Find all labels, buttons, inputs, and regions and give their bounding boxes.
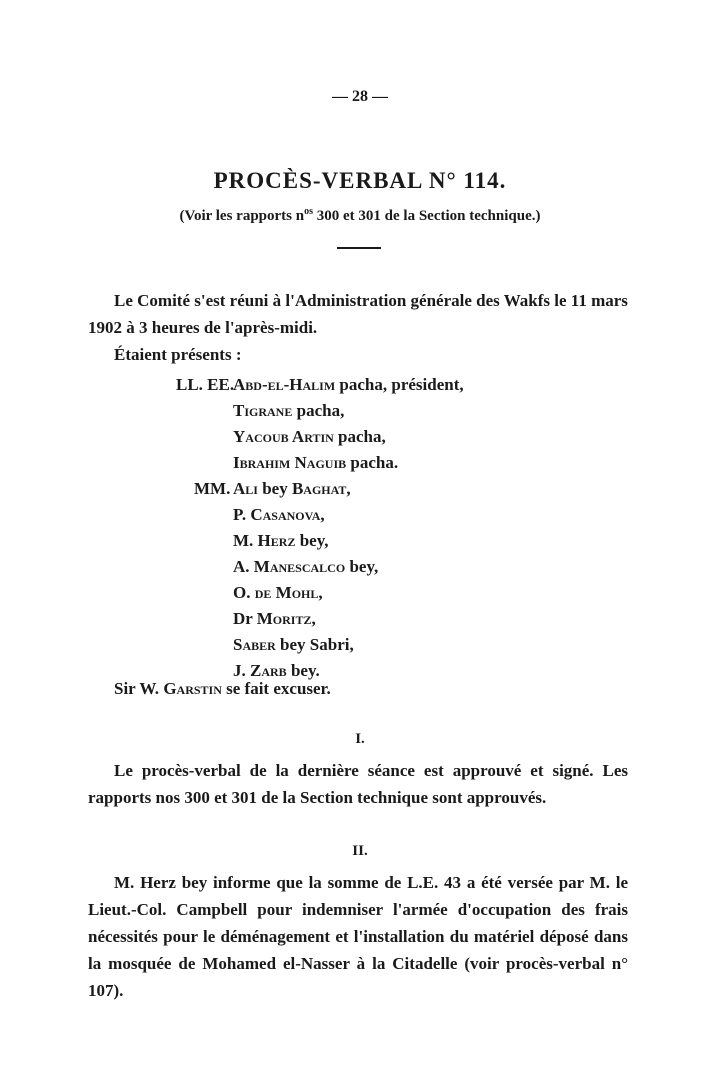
member-prefix: P.: [233, 505, 251, 524]
intro-paragraph: [88, 287, 628, 368]
page-number: — 28 —: [332, 88, 388, 105]
member-prefix: Dr: [233, 609, 257, 628]
subtitle-sup: os: [304, 206, 313, 217]
member-name: Herz: [257, 531, 296, 550]
member-title: pacha.: [346, 453, 399, 472]
member-name: Casanova: [250, 505, 321, 524]
member-title: ,: [311, 609, 316, 628]
section-numeral: I.: [355, 731, 365, 747]
member-prefix: O.: [233, 583, 255, 602]
excused-rest: se fait excuser.: [221, 679, 331, 698]
section-text: Le procès-verbal de la dernière séance est approuvé et signé. Les rapports nos 300 et 301 de la Section technique sont approuvés.: [88, 761, 628, 807]
mm-label: MM.: [194, 479, 231, 498]
member-title: pacha,: [333, 427, 386, 446]
member-name: Abd-el-Halim: [233, 375, 336, 394]
ll-ee-member: [233, 375, 464, 395]
mm-member: [233, 609, 316, 629]
excused-prefix: Sir W.: [114, 679, 164, 698]
member-mid: bey: [257, 479, 292, 498]
present-label: Étaient présents :: [114, 345, 242, 364]
member-name: Moritz: [256, 609, 312, 628]
member-name: Yacoub Artin: [233, 427, 334, 446]
mm-member: [233, 479, 351, 499]
member-title: ,: [318, 583, 323, 602]
excused-name: Garstin: [163, 679, 222, 698]
member-name: Baghat: [291, 479, 347, 498]
ll-ee-member: [233, 401, 344, 421]
ll-ee-member: [233, 427, 386, 447]
member-title: pacha,: [292, 401, 345, 420]
member-name: Ibrahim Naguib: [233, 453, 347, 472]
title-divider: [337, 247, 381, 249]
section-numeral: II.: [352, 843, 368, 859]
section-text: M. Herz bey informe que la somme de L.E. 43 a été versée par M. le Lieut.-Col. Campbell pour indemniser l'armée d'occupation des frais nécessités pour le déménagement et l'installation du matériel déposé dans la mosquée de Mohamed el-Nasser à la Citadelle (voir procès-verbal n° 107).: [88, 873, 628, 1000]
member-title: bey,: [345, 557, 379, 576]
member-title: pacha, président,: [335, 375, 464, 394]
subtitle: [0, 206, 720, 225]
intro-line-2: 1902 à 3 heures de l'après-midi.: [88, 318, 318, 337]
section-paragraph: [88, 869, 628, 1004]
mm-member: [233, 635, 354, 655]
ll-ee-member: [233, 453, 398, 473]
member-title: bey.: [286, 661, 320, 680]
member-prefix: J.: [233, 661, 250, 680]
member-title: bey Sabri,: [275, 635, 354, 654]
member-title: ,: [346, 479, 351, 498]
section-paragraph: [88, 757, 628, 811]
member-name: Tigrane: [233, 401, 293, 420]
member-name: Manescalco: [253, 557, 346, 576]
mm-member: [233, 583, 323, 603]
intro-line-1: Le Comité s'est réuni à l'Administration générale des Wakfs le 11 mars: [114, 291, 628, 310]
mm-member: [233, 505, 325, 525]
member-title: bey,: [295, 531, 329, 550]
ll-ee-label: LL. EE.: [176, 375, 235, 394]
member-prefix: Ali: [233, 479, 258, 498]
member-prefix: M.: [233, 531, 258, 550]
member-name: Saber: [233, 635, 276, 654]
member-name: de Mohl: [254, 583, 319, 602]
mm-member: [233, 531, 329, 551]
subtitle-before: (Voir les rapports n: [179, 208, 305, 224]
page-title: PROCÈS-VERBAL N° 114.: [213, 168, 507, 193]
excused-line: [114, 675, 614, 702]
subtitle-after: 300 et 301 de la Section technique.): [313, 208, 541, 224]
member-title: ,: [320, 505, 325, 524]
member-prefix: A.: [233, 557, 254, 576]
mm-member: [233, 557, 378, 577]
member-name: Zarb: [250, 661, 287, 680]
